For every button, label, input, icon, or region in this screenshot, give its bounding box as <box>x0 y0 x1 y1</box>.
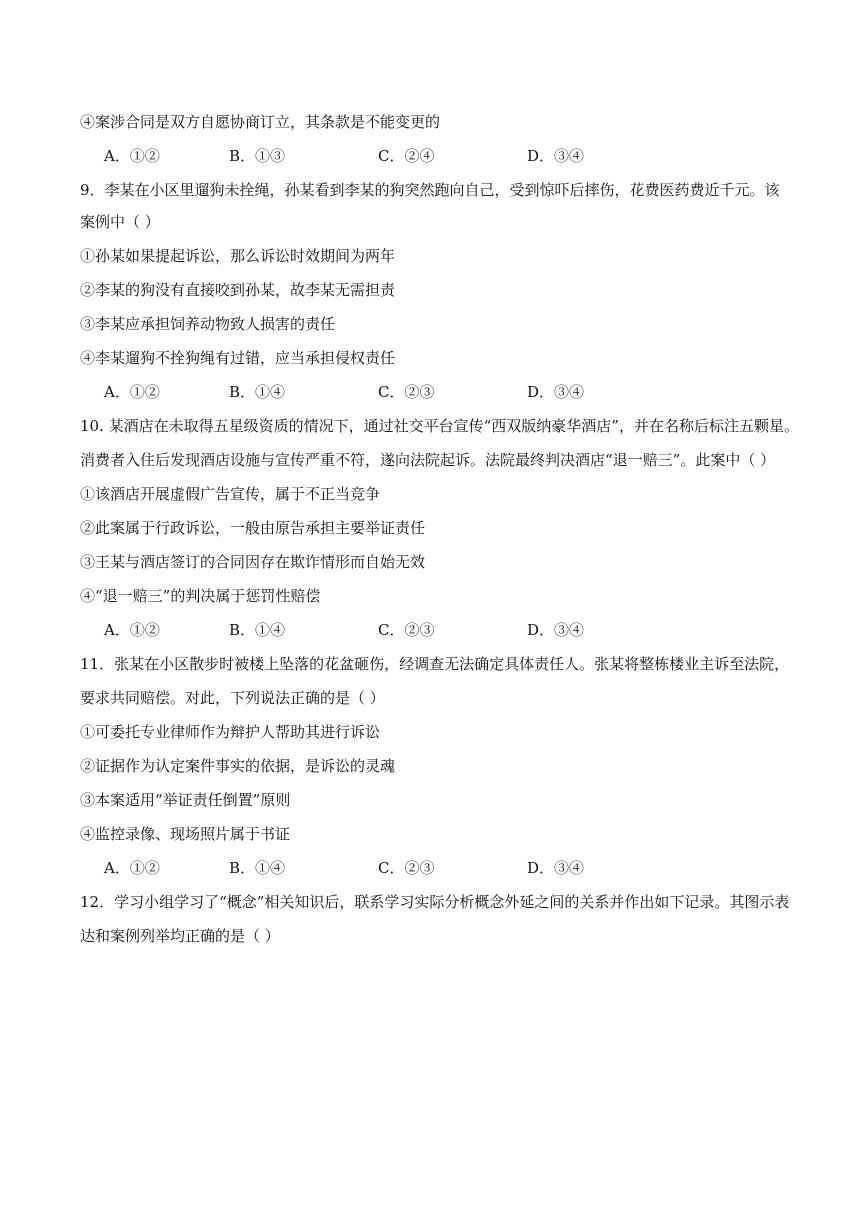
q8-option-b[interactable]: B．①③ <box>229 147 286 165</box>
q11-option-b[interactable]: B．①④ <box>229 859 286 877</box>
q8-statement-4: ④案涉合同是双方自愿协商订立，其条款是不能变更的 <box>80 113 441 131</box>
q9-statement-3: ③李某应承担饲养动物致人损害的责任 <box>80 315 336 333</box>
q9-option-b[interactable]: B．①④ <box>229 383 286 401</box>
q8-options <box>104 146 784 166</box>
q10-stem-line-2: 消费者入住后发现酒店设施与宣传严重不符，遂向法院起诉。法院最终判决酒店“退一赔三”。此案中（ ） <box>80 451 776 469</box>
q10-option-d[interactable]: D．③④ <box>527 621 585 639</box>
q8-option-a[interactable]: A．①② <box>104 147 160 165</box>
q9-options <box>104 382 784 402</box>
q8-option-c[interactable]: C．②④ <box>378 147 435 165</box>
q12-stem-line-2: 达和案例列举均正确的是（ ） <box>80 927 280 945</box>
q10-option-c[interactable]: C．②③ <box>378 621 435 639</box>
q10-statement-1: ①该酒店开展虚假广告宣传，属于不正当竞争 <box>80 485 381 503</box>
q10-option-a[interactable]: A．①② <box>104 621 160 639</box>
q9-stem-line-2: 案例中（ ） <box>80 213 160 231</box>
q10-statement-4: ④“退一赔三”的判决属于惩罚性赔偿 <box>80 587 321 605</box>
q11-statement-1: ①可委托专业律师作为辩护人帮助其进行诉讼 <box>80 723 381 741</box>
q11-option-c[interactable]: C．②③ <box>378 859 435 877</box>
q11-statement-2: ②证据作为认定案件事实的依据，是诉讼的灵魂 <box>80 757 396 775</box>
q11-option-d[interactable]: D．③④ <box>527 859 585 877</box>
q11-statement-4: ④监控录像、现场照片属于书证 <box>80 825 291 843</box>
q11-options <box>104 858 784 878</box>
q11-statement-3: ③本案适用“举证责任倒置”原则 <box>80 791 291 809</box>
q9-option-c[interactable]: C．②③ <box>378 383 435 401</box>
q9-option-d[interactable]: D．③④ <box>527 383 585 401</box>
q10-options <box>104 620 784 640</box>
q10-option-b[interactable]: B．①④ <box>229 621 286 639</box>
q9-statement-1: ①孙某如果提起诉讼，那么诉讼时效期间为两年 <box>80 247 396 265</box>
q11-stem-line-2: 要求共同赔偿。对此，下列说法正确的是（ ） <box>80 689 385 707</box>
q9-stem-line-1: 9．李某在小区里遛狗未拴绳，孙某看到李某的狗突然跑向自己，受到惊吓后摔伤，花费医药费近千元。该 <box>80 181 780 199</box>
q8-option-d[interactable]: D．③④ <box>527 147 585 165</box>
q9-statement-2: ②李某的狗没有直接咬到孙某，故李某无需担责 <box>80 281 396 299</box>
q9-statement-4: ④李某遛狗不拴狗绳有过错，应当承担侵权责任 <box>80 349 396 367</box>
q11-option-a[interactable]: A．①② <box>104 859 160 877</box>
q10-statement-2: ②此案属于行政诉讼，一般由原告承担主要举证责任 <box>80 519 426 537</box>
q11-stem-line-1: 11．张某在小区散步时被楼上坠落的花盆砸伤，经调查无法确定具体责任人。张某将整栋楼业主诉至法院， <box>80 655 790 673</box>
q9-option-a[interactable]: A．①② <box>104 383 160 401</box>
q12-stem-line-1: 12．学习小组学习了“概念”相关知识后，联系学习实际分析概念外延之间的关系并作出如下记录。其图示表 <box>80 893 790 911</box>
q10-stem-line-1: 10. 某酒店在未取得五星级资质的情况下，通过社交平台宣传“西双版纳豪华酒店”，并在名称后标注五颗星。 <box>80 417 799 435</box>
q10-statement-3: ③王某与酒店签订的合同因存在欺诈情形而自始无效 <box>80 553 426 571</box>
